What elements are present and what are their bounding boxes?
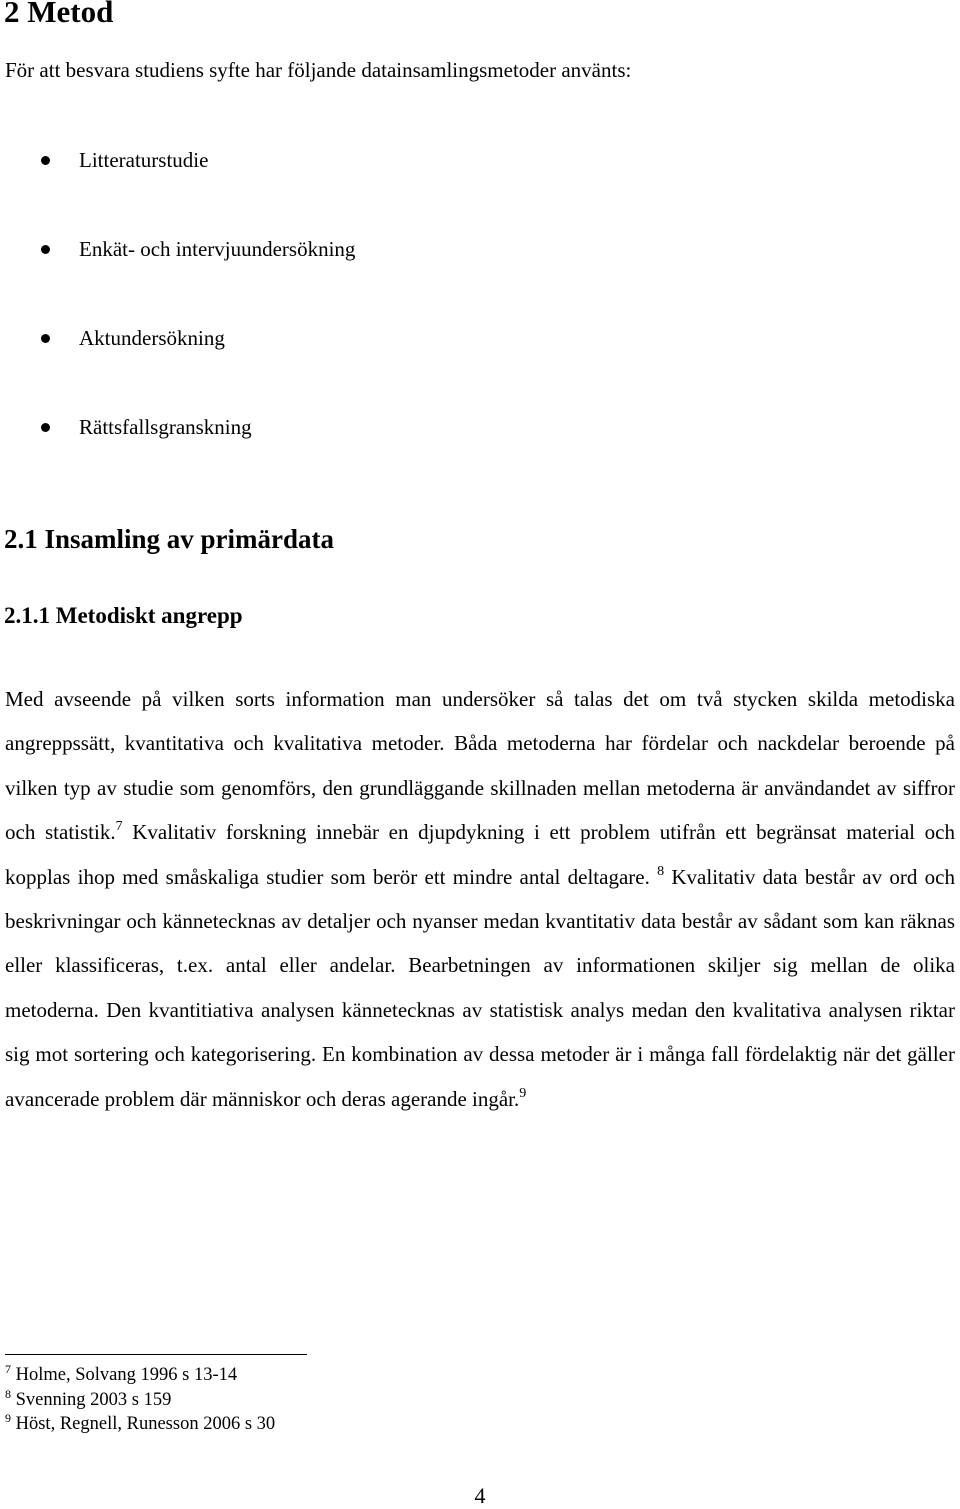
footnote-text: Svenning 2003 s 159 — [15, 1389, 172, 1410]
paragraph-text: Kvalitativ forskning innebär en djupdykning i ett problem utifrån ett begränsat material och kopplas ihop med småskaliga studier som berör ett mindre antal deltagare. — [5, 820, 955, 889]
section-title: 2.1 Insamling av primärdata — [4, 524, 335, 554]
page-number: 4 — [474, 1483, 486, 1508]
footnote-item — [5, 1388, 275, 1413]
footnote-number: 7 — [5, 1362, 11, 1376]
methods-list — [0, 142, 600, 498]
paragraph-text: Med avseende på vilken sorts information man undersöker så talas det om två stycken skilda metodiska angreppssätt, kvantitativa och kvalitativa metoder. Båda metoderna har fördelar och nackdelar beroende på vilken typ av studie som genomförs, den grundläggande skillnaden mellan metoderna är användandet av siffror och statistik. — [5, 687, 955, 845]
method-label: Rättsfallsgranskning — [79, 415, 252, 439]
footnote-ref[interactable]: 9 — [519, 1085, 527, 1101]
bullet-icon — [41, 156, 50, 165]
footnote-divider — [5, 1354, 307, 1355]
subsection-title: 2.1.1 Metodiskt angrepp — [4, 603, 243, 628]
chapter-title: 2 Metod — [4, 0, 114, 29]
list-item — [0, 231, 600, 320]
footnote-ref[interactable]: 8 — [657, 863, 665, 879]
list-item — [0, 320, 600, 409]
footnote-text: Holme, Solvang 1996 s 13-14 — [15, 1365, 238, 1385]
footnote-item — [5, 1363, 275, 1388]
footnotes-list — [5, 1363, 275, 1437]
list-item — [0, 142, 600, 231]
footnote-text: Höst, Regnell, Runesson 2006 s 30 — [15, 1414, 276, 1435]
footnote-number: 9 — [5, 1411, 11, 1426]
bullet-icon — [41, 245, 50, 254]
footnote-item — [5, 1412, 275, 1437]
method-label: Enkät- och intervjuundersökning — [79, 237, 356, 261]
list-item — [0, 409, 600, 498]
method-label: Litteraturstudie — [79, 148, 209, 172]
footnote-number: 8 — [5, 1386, 11, 1401]
method-label: Aktundersökning — [79, 326, 225, 350]
paragraph-text: Kvalitativ data består av ord och beskrivningar och kännetecknas av detaljer och nyanser medan kvantitativ data består av sådant som kan räknas eller klassificeras, t.ex. antal eller andelar. Bearbetningen av informationen skiljer sig mellan de olika metoderna. Den kvantitiativa analysen kännetecknas av statistisk analys medan den kvalitativa analysen riktar sig mot sortering och kategorisering. En kombination av dessa metoder är i många fall fördelaktig när det gäller avancerade problem där människor och deras agerande ingår. — [5, 864, 955, 1111]
footnote-ref[interactable]: 7 — [115, 819, 123, 835]
body-paragraph — [5, 677, 955, 1121]
intro-text: För att besvara studiens syfte har följande datainsamlingsmetoder använts: — [5, 58, 632, 82]
bullet-icon — [41, 423, 50, 432]
bullet-icon — [41, 334, 50, 343]
